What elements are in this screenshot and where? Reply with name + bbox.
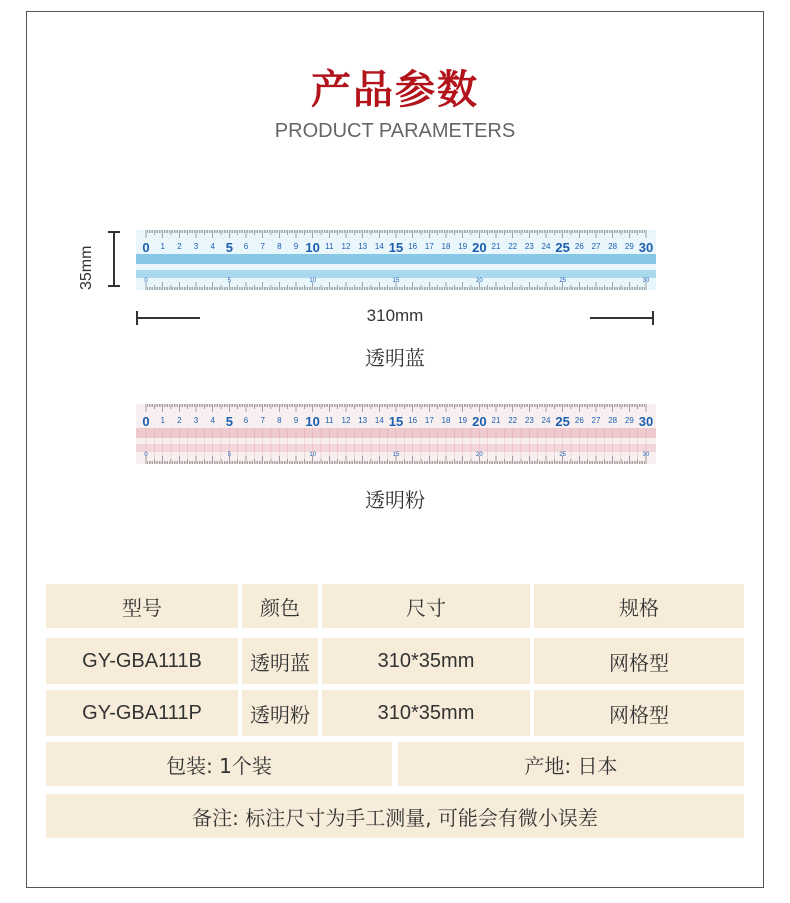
svg-text:20: 20 <box>472 414 487 429</box>
svg-text:4: 4 <box>210 242 215 251</box>
svg-text:5: 5 <box>227 452 232 458</box>
row1-color: 透明蓝 <box>242 638 318 684</box>
row2-spec: 网格型 <box>534 690 744 736</box>
svg-text:1: 1 <box>160 416 165 425</box>
svg-text:30: 30 <box>642 452 650 458</box>
svg-text:30: 30 <box>638 414 654 429</box>
svg-text:13: 13 <box>358 416 368 425</box>
svg-text:2: 2 <box>177 242 182 251</box>
svg-text:7: 7 <box>260 242 265 251</box>
row1-spec: 网格型 <box>534 638 744 684</box>
svg-text:0: 0 <box>142 240 150 255</box>
svg-text:17: 17 <box>424 242 434 251</box>
svg-text:21: 21 <box>491 416 501 425</box>
svg-text:28: 28 <box>608 416 618 425</box>
svg-text:12: 12 <box>341 416 351 425</box>
svg-text:1: 1 <box>160 242 165 251</box>
svg-text:28: 28 <box>608 242 618 251</box>
svg-text:3: 3 <box>193 416 199 425</box>
note-cell: 备注: 标注尺寸为手工测量, 可能会有微小误差 <box>46 794 744 838</box>
svg-text:14: 14 <box>374 416 384 425</box>
svg-text:12: 12 <box>341 242 351 251</box>
svg-text:29: 29 <box>624 242 634 251</box>
header-size: 尺寸 <box>322 584 530 628</box>
svg-text:15: 15 <box>388 240 404 255</box>
svg-text:24: 24 <box>541 416 551 425</box>
row2-model: GY-GBA111P <box>46 690 238 736</box>
svg-text:30: 30 <box>642 278 650 284</box>
header-spec: 规格 <box>534 584 744 628</box>
svg-text:20: 20 <box>472 240 487 255</box>
svg-text:0: 0 <box>144 452 148 458</box>
row1-model: GY-GBA111B <box>46 638 238 684</box>
svg-text:25: 25 <box>555 240 570 255</box>
svg-text:10: 10 <box>309 452 317 458</box>
width-dimension-line-left <box>136 317 200 319</box>
svg-text:6: 6 <box>243 416 249 425</box>
svg-text:2: 2 <box>177 416 182 425</box>
svg-text:9: 9 <box>293 416 299 425</box>
svg-text:19: 19 <box>458 416 468 425</box>
svg-text:4: 4 <box>210 416 215 425</box>
svg-text:16: 16 <box>408 416 418 425</box>
header-model: 型号 <box>46 584 238 628</box>
svg-text:27: 27 <box>591 242 601 251</box>
svg-text:13: 13 <box>358 242 368 251</box>
width-dimension-label: 310mm <box>366 306 424 325</box>
svg-text:24: 24 <box>541 242 551 251</box>
svg-text:11: 11 <box>325 242 334 251</box>
ruler-blue-image <box>136 230 656 290</box>
svg-text:19: 19 <box>458 242 468 251</box>
svg-text:23: 23 <box>524 242 534 251</box>
row2-color: 透明粉 <box>242 690 318 736</box>
svg-text:10: 10 <box>305 414 320 429</box>
svg-text:5: 5 <box>225 240 233 255</box>
page-subtitle: PRODUCT PARAMETERS <box>274 120 516 142</box>
svg-text:10: 10 <box>305 240 320 255</box>
svg-text:10: 10 <box>309 278 317 284</box>
svg-text:25: 25 <box>559 452 567 458</box>
svg-text:9: 9 <box>293 242 299 251</box>
svg-text:18: 18 <box>441 416 451 425</box>
svg-text:20: 20 <box>475 278 483 284</box>
svg-text:18: 18 <box>441 242 451 251</box>
svg-text:14: 14 <box>374 242 384 251</box>
svg-text:30: 30 <box>638 240 654 255</box>
ruler-pink-image <box>136 404 656 464</box>
svg-text:27: 27 <box>591 416 601 425</box>
svg-text:15: 15 <box>392 452 400 458</box>
height-dimension-label: 35mm <box>78 245 95 290</box>
svg-text:22: 22 <box>508 242 518 251</box>
svg-text:5: 5 <box>225 414 233 429</box>
page-title: 产品参数 <box>311 67 479 113</box>
width-dimension-line-right <box>590 317 654 319</box>
svg-text:15: 15 <box>392 278 400 284</box>
svg-text:25: 25 <box>555 414 570 429</box>
svg-text:16: 16 <box>408 242 418 251</box>
svg-text:22: 22 <box>508 416 518 425</box>
svg-text:5: 5 <box>227 278 232 284</box>
ruler-blue-label: 透明蓝 <box>365 346 425 370</box>
svg-text:25: 25 <box>559 278 567 284</box>
svg-text:15: 15 <box>388 414 404 429</box>
header-color: 颜色 <box>242 584 318 628</box>
svg-text:0: 0 <box>144 278 148 284</box>
row1-size: 310*35mm <box>322 638 530 684</box>
svg-text:23: 23 <box>524 416 534 425</box>
parameter-table <box>46 584 744 838</box>
svg-text:29: 29 <box>624 416 634 425</box>
svg-text:26: 26 <box>574 416 584 425</box>
svg-text:11: 11 <box>325 416 334 425</box>
ruler-pink-label: 透明粉 <box>365 488 425 512</box>
svg-text:20: 20 <box>475 452 483 458</box>
svg-text:7: 7 <box>260 416 265 425</box>
svg-text:26: 26 <box>574 242 584 251</box>
origin-cell: 产地: 日本 <box>398 742 744 786</box>
svg-text:8: 8 <box>277 416 282 425</box>
packing-cell: 包装: 1个装 <box>46 742 392 786</box>
svg-text:3: 3 <box>193 242 199 251</box>
width-dimension-cap-right <box>652 311 654 325</box>
row2-size: 310*35mm <box>322 690 530 736</box>
svg-text:0: 0 <box>142 414 150 429</box>
svg-text:17: 17 <box>424 416 434 425</box>
svg-text:6: 6 <box>243 242 249 251</box>
svg-text:21: 21 <box>491 242 501 251</box>
svg-text:8: 8 <box>277 242 282 251</box>
